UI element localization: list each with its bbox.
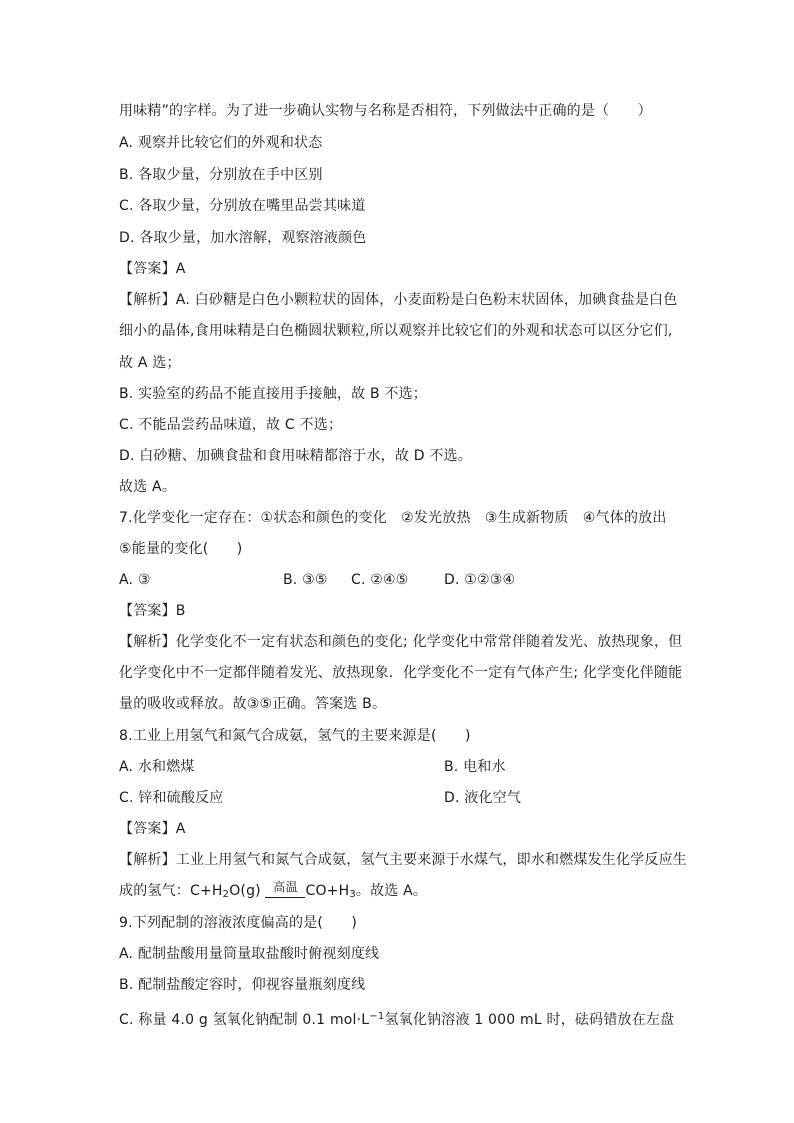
question-8-stem: 8.工业上用氢气和氮气合成氨，氢气的主要来源是( ) xyxy=(119,728,471,744)
q7-analysis-line: 化学变化中不一定都伴随着发光、放热现象．化学变化不一定有气体产生; 化学变化伴随能 xyxy=(119,665,683,681)
q6-option-c: C. 各取少量，分别放在嘴里品尝其味道 xyxy=(119,198,366,214)
question-9-stem: 9.下列配制的溶液浓度偏高的是( ) xyxy=(119,915,358,931)
equation-suffix: 。故选 A。 xyxy=(355,883,428,899)
q7-answer: 【答案】B xyxy=(119,603,186,619)
q7-option-c: C. ②④⑤ xyxy=(351,572,409,588)
q6-option-a: A. 观察并比较它们的外观和状态 xyxy=(119,135,323,151)
question-6-stem-continuation: 用味精”的字样。为了进一步确认实物与名称是否相符，下列做法中正确的是（ ） xyxy=(119,103,652,119)
subscript: 2 xyxy=(222,889,230,900)
q8-option-a: A. 水和燃煤 xyxy=(119,759,195,775)
q7-option-d: D. ①②③④ xyxy=(444,572,516,588)
subscript: 3 xyxy=(349,889,356,900)
q8-option-c: C. 锌和硫酸反应 xyxy=(119,790,224,806)
q9-option-c xyxy=(119,1007,674,1030)
option-text: C. 称量 4.0 g 氢氧化钠配制 0.1 mol·L xyxy=(119,1012,370,1028)
q6-analysis-line: 细小的晶体,食用味精是白色椭圆状颗粒,所以观察并比较它们的外观和状态可以区分它们, xyxy=(119,323,673,339)
equation-product: CO+H xyxy=(305,883,350,899)
q8-answer: 【答案】A xyxy=(119,821,186,837)
q6-option-b: B. 各取少量，分别放在手中区别 xyxy=(119,167,323,183)
q9-option-b: B. 配制盐酸定容时，仰视容量瓶刻度线 xyxy=(119,977,366,993)
q8-equation-line xyxy=(119,881,427,905)
q6-analysis-line: B. 实验室的药品不能直接用手接触，故 B 不选； xyxy=(119,386,428,402)
q8-analysis-line: 【解析】工业上用氢气和氮气合成氨，氢气主要来源于水煤气，即水和燃煤发生化学反应生 xyxy=(119,852,687,868)
q6-option-d: D. 各取少量，加水溶解，观察溶液颜色 xyxy=(119,230,367,246)
condition-text: 高温 xyxy=(273,880,298,894)
question-7-stem: 7.化学变化一定存在：①状态和颜色的变化 ②发光放热 ③生成新物质 ④气体的放出 xyxy=(119,510,667,526)
reaction-condition xyxy=(265,881,305,901)
question-7-stem: ⑤能量的变化( ) xyxy=(119,541,243,557)
reaction-arrow-bar xyxy=(265,897,305,898)
q6-analysis-line: 故 A 选； xyxy=(119,355,181,371)
option-text: 氢氧化钠溶液 1 000 mL 时，砝码错放在左盘 xyxy=(384,1012,675,1028)
q6-conclusion: 故选 A。 xyxy=(119,479,177,495)
q7-option-a: A. ③ xyxy=(119,572,151,588)
q8-option-d: D. 液化空气 xyxy=(444,790,522,806)
equation-prefix: 成的氢气：C+H xyxy=(119,883,223,899)
q6-analysis-line: 【解析】A. 白砂糖是白色小颗粒状的固体，小麦面粉是白色粉末状固体，加碘食盐是白色 xyxy=(119,292,678,308)
q7-analysis-line: 量的吸收或释放。故③⑤正确。答案选 B。 xyxy=(119,696,387,712)
superscript: −1 xyxy=(369,1011,385,1022)
q8-option-b: B. 电和水 xyxy=(444,759,506,775)
q6-answer: 【答案】A xyxy=(119,261,186,277)
q6-analysis-line: C. 不能品尝药品味道，故 C 不选； xyxy=(119,417,343,433)
q7-analysis-line: 【解析】化学变化不一定有状态和颜色的变化; 化学变化中常常伴随着发光、放热现象，但 xyxy=(119,634,683,650)
q6-analysis-line: D. 白砂糖、加碘食盐和食用味精都溶于水，故 D 不选。 xyxy=(119,448,472,464)
equation-mid: O(g) xyxy=(229,883,266,899)
q7-option-b: B. ③⑤ xyxy=(283,572,328,588)
q9-option-a: A. 配制盐酸用量筒量取盐酸时俯视刻度线 xyxy=(119,946,380,962)
